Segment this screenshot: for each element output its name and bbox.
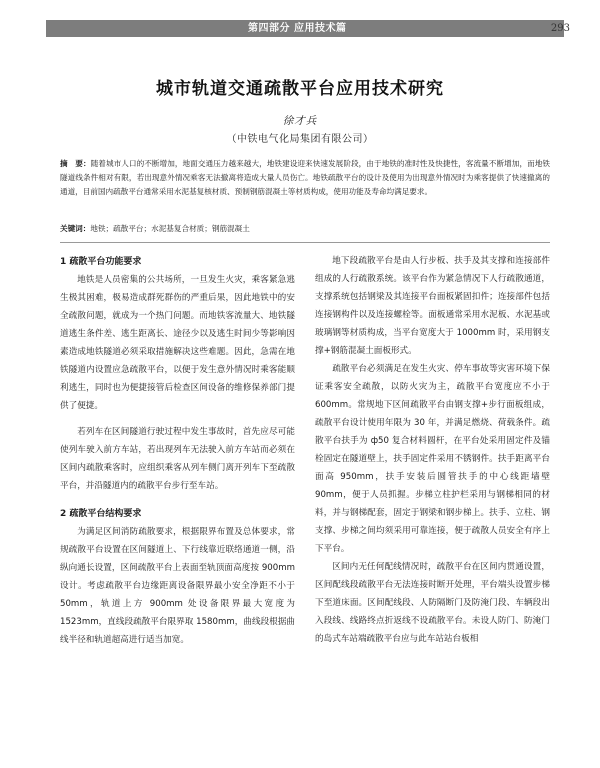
- right-paragraph-3: 区间内无任何配线情况时，疏散平台在区间内贯通设置，区间配线段疏散平台无法连接时断开处理，平台端头设置步梯下至道床面。区间配线段、人防隔断门及防淹门段、车辆段出入段线、线路终点折返线不设疏散平台。未设人防门、防淹门的岛式车站端疏散平台应与此车站站台板相: [315, 562, 550, 644]
- abstract-text: 随着城市人口的不断增加，地面交通压力越来越大，地铁建设迎来快速发展阶段，由于地铁的准时性及快捷性，客流量不断增加，而地铁隧道线条件相对有限，若出现意外情况乘客无法撤离将造成大量人员伤亡。地铁疏散平台的设计及使用为出现意外情况时为乘客提供了快速撤离的通道，目前国内疏散平台通常采用水泥基复核材质、预制钢筋混凝土等材质构成，使用功能及寿命均满足要求。: [60, 159, 551, 196]
- section-heading-2: 2 疏散平台结构要求: [60, 509, 142, 519]
- left-column: [60, 252, 295, 757]
- header-divider: [60, 242, 550, 243]
- page-number: 293: [550, 23, 570, 34]
- right-paragraph-2: 疏散平台必须满足在发生火灾、停车事故等灾害环境下保证乘客安全疏散，以防火灾为主，疏散平台宽度应不小于 600mm。常规地下区间疏散平台由钢支撑+步行面板组成，疏散平台设计使用年限为 30 年，并满足燃烧、荷载条件。疏散平台扶手为 ф50 复合材料圆杆，在平台处采用固定件及锚栓固定在隧道壁上，扶手固定件采用不锈钢件。扶手距离平台面高 950mm，扶手安装后圆管扶手的中心线距墙壁 90mm，便于人员抓握。步梯立柱护栏采用与钢梯相同的材料，并与钢梯配套，固定于钢梁和钢步梯上。扶手、立柱、钢支撑、步梯之间均须采用可靠连接，便于疏散人员安全有序上下平台。: [315, 364, 550, 554]
- author-affiliation: （中铁电气化局集团有限公司）: [226, 134, 374, 145]
- section-1-paragraph-1: 地铁是人员密集的公共场所，一旦发生火灾，乘客紧急逃生极其困难，极易造成群死群伤的严重后果，因此地铁中的安全疏散问题，就成为一个热门问题。而地铁客流量大、地铁隧道逃生条件差、逃生距离长、途径少以及逃生时间少等影响因素造成地铁隧道必须采取措施解决这些难题。因此，急需在地铁隧道内设置应急疏散平台，以便于发生意外情况时乘客能顺利逃生，同时也为便捷接管后检查区间设备的维修保养部门提供了便捷。: [60, 275, 295, 411]
- abstract: [60, 157, 550, 199]
- paper-title: 城市轨道交通疏散平台应用技术研究: [156, 79, 444, 99]
- running-header-section: 第四部分 应用技术篇: [248, 23, 347, 34]
- abstract-label: 摘 要：: [60, 159, 91, 168]
- right-paragraph-1: 地下段疏散平台是由人行步板、扶手及其支撑和连接部件组成的人行疏散系统。该平台作为紧急情况下人行疏散通道，支撑系统包括钢梁及其连接平台面板紧固扣件；连接部件包括连接钢构件以及连接螺栓等。面板通常采用水泥板、水泥基或玻璃钢等材质构成，当平台宽度大于 1000mm 时，采用钢支撑+钢筋混凝土面板形式。: [315, 256, 550, 356]
- keywords-label: 关键词：: [60, 224, 91, 233]
- section-1-paragraph-2: 若列车在区间隧道行驶过程中发生事故时，首先应尽可能使列车驶入前方车站，若出现列车无法驶入前方车站而必须在区间内疏散乘客时，应组织乘客从列车侧门离开列车下至疏散平台，并沿隧道内的疏散平台步行至车站。: [60, 427, 295, 491]
- keywords-text: 地铁；疏散平台；水泥基复合材质；钢筋混凝土: [90, 224, 250, 233]
- section-heading-1: 1 疏散平台功能要求: [60, 257, 142, 267]
- right-column: [315, 252, 550, 757]
- keywords: [60, 222, 550, 236]
- author-name: 徐才兵: [282, 115, 318, 127]
- section-2-paragraph-1: 为满足区间消防疏散要求，根据限界布置及总体要求，常规疏散平台设置在区间隧道上、下行线靠近联络通道一侧，沿纵向通长设置，区间疏散平台上表面至轨顶面高度按 900mm 设计。考虑疏散平台边缘距离设备限界最小安全净距不小于 50mm，轨道上方 900mm 处设备限界最大宽度为 1523mm，直线段疏散平台限界取 1580mm，曲线段根据曲线半径和轨道超高进行适当加宽。: [60, 527, 295, 645]
